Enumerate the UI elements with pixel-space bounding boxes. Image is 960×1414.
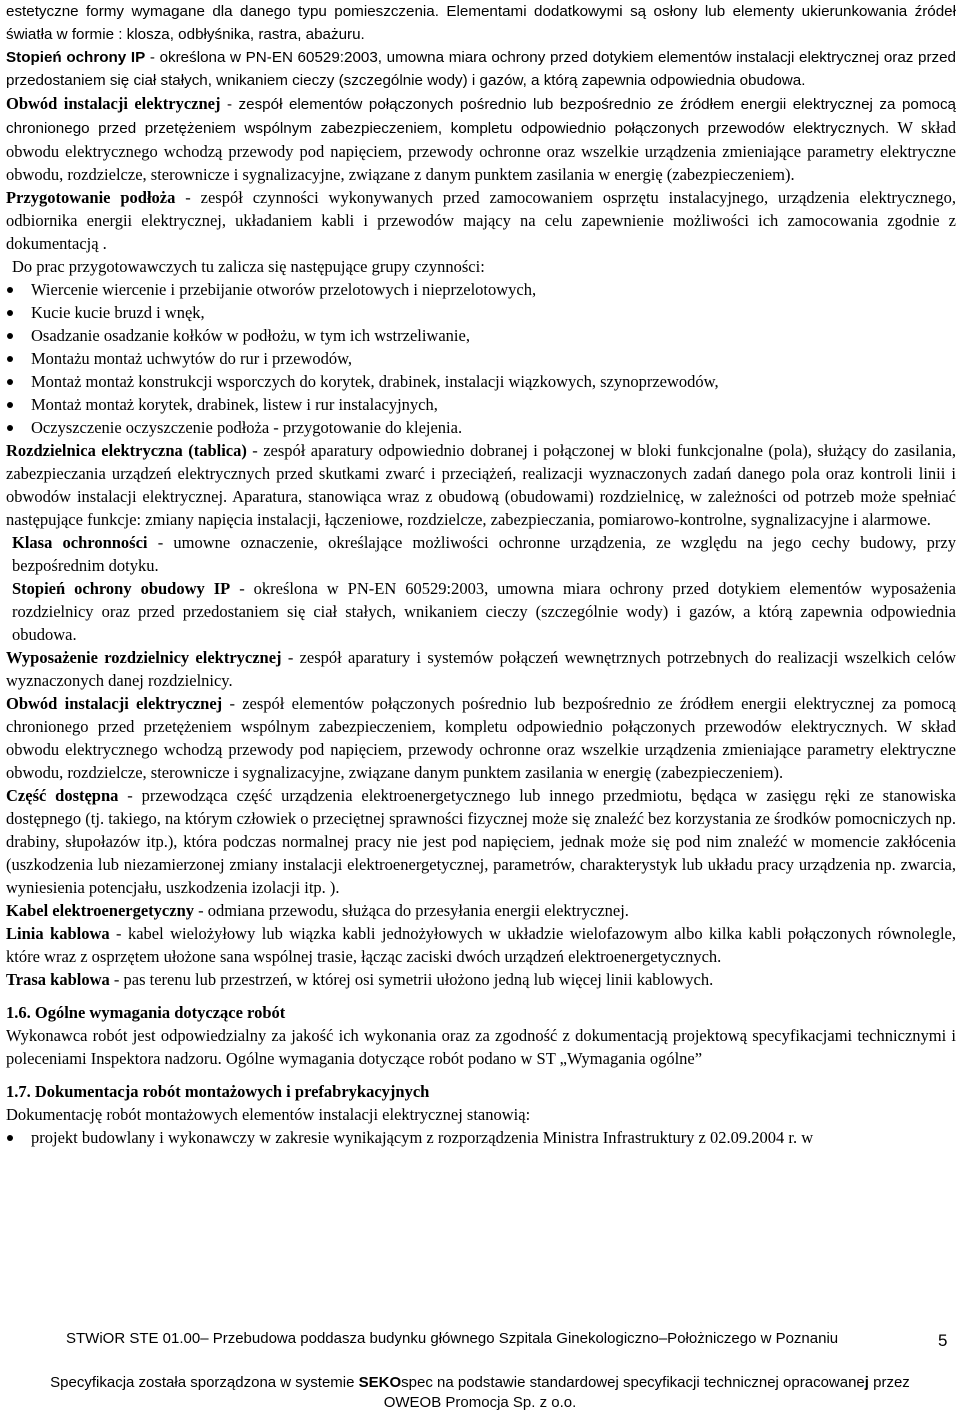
term-power-cable: Kabel elektroenergetyczny (6, 901, 195, 920)
definition-text: W skład obwodu elektrycznego wchodzą przewody pod napięciem, przewody ochronne oraz wszelkie urządzenia zmieniające parametry elektryczne obwodu, rozdzielcze, sterownicze i sygnalizacyjne, związane z danym punktem zasilania w energię (zabezpieczeniem). (6, 118, 956, 184)
term-circuit-2: Obwód instalacji elektrycznej (6, 694, 223, 713)
definition-circuit (6, 92, 956, 186)
document-body (6, 0, 956, 1149)
footer-note-line-1: Specyfikacja została sporządzona w systemie SEKOspec na podstawie standardowej specyfikacji technicznej opracowanej przez (50, 1374, 910, 1391)
definition-text: - zespół aparatury odpowiednio dobranej i połączonej w bloki funkcjonalne (pola), służący do zasilania, zabezpieczania urządzeń elektrycznych przed skutkami zwarć i przeciążeń, realizacji wyznaczonych zadań danego pola oraz kontroli linii i obwodów instalacji elektrycznej. Aparatura, stanowiąca wraz z obudową (obudowami) rozdzielnicę, w zależności od potrzeb może spełniać następujące funkcje: zmiany napięcia instalacji, łączeniowe, rozdzielcze, zabezpieczania, pomiarowo-kontrolne, sygnalizacyjne i alarmowe. (6, 441, 956, 529)
paragraph-preparatory-works: Do prac przygotowawczych tu zalicza się następujące grupy czynności: (12, 257, 485, 276)
definition-substrate-preparation (6, 186, 956, 255)
definition-text: - zespół aparatury i systemów połączeń wewnętrznych potrzebnych do realizacji wszelkich celów wyznaczonych danej rozdzielnicy. (6, 648, 956, 690)
list-item: Montażu montaż uchwytów do rur i przewodów, (6, 347, 956, 370)
bullet-icon (7, 402, 13, 408)
list-item: Kucie kucie bruzd i wnęk, (6, 301, 956, 324)
term-substrate-preparation: Przygotowanie podłoża (6, 188, 176, 207)
term-protection-class: Klasa ochronności (12, 533, 148, 552)
definition-text: - określona w PN-EN 60529:2003, umowna miara ochrony przed dotykiem elementów wyposażenia rozdzielnicy oraz przed przedostaniem się ciał stałych, wnikaniem cieczy (szczególnie wody) i gazów, a którą zapewnia odpowiednia obudowa. (12, 579, 956, 644)
definition-text: - zespół elementów połączonych pośrednio lub bezpośrednio ze źródłem energii elektrycznej za pomocą chronionego przed przetężeniem wspólnym zabezpieczeniem, kompletu odpowiednio połączonych przewodów elektrycznych. W skład obwodu elektrycznego wchodzą przewody pod napięciem, przewody ochronne oraz wszelkie urządzenia zmieniające parametry elektryczne obwodu, rozdzielcze, sterownicze i sygnalizacyjne, związane danym punktem zasilania w energię (zabezpieczeniem). (6, 694, 956, 782)
term-switchboard-equipment: Wyposażenie rozdzielnicy elektrycznej (6, 648, 282, 667)
term-accessible-part: Część dostępna (6, 786, 119, 805)
definition-text: - odmiana przewodu, służąca do przesyłania energii elektrycznej. (194, 901, 629, 920)
list-item: projekt budowlany i wykonawczy w zakresie wynikającym z rozporządzenia Ministra Infrastruktury z 02.09.2004 r. w (6, 1126, 956, 1149)
definition-cable-route (6, 968, 956, 991)
paragraph-documentation: Dokumentację robót montażowych elementów instalacji elektrycznej stanowią: (6, 1105, 531, 1124)
list-item: Wiercenie wiercenie i przebijanie otworów przelotowych i nieprzelotowych, (6, 278, 956, 301)
footer-note-line-2: OWEOB Promocja Sp. z o.o. (383, 1394, 577, 1411)
list-item: Oczyszczenie oczyszczenie podłoża - przygotowanie do klejenia. (6, 416, 956, 439)
definition-accessible-part (6, 784, 956, 899)
definition-switchboard (6, 439, 956, 531)
bullet-icon (7, 333, 13, 339)
section-heading-1-6: 1.6. Ogólne wymagania dotyczące robót (6, 1003, 286, 1022)
documentation-list (6, 1126, 956, 1149)
paragraph-lighting-forms: estetyczne formy wymagane dla danego typu pomieszczenia. Elementami dodatkowymi są osłony lub elementy ukierunkowania źródeł światła w formie : klosza, odbłyśnika, rastra, abażuru. (6, 3, 956, 43)
term-cable-line: Linia kablowa (6, 924, 110, 943)
definition-power-cable (6, 899, 956, 922)
definition-protection-class (6, 531, 956, 577)
bullet-icon (7, 1135, 13, 1141)
paragraph-general-requirements: Wykonawca robót jest odpowiedzialny za jakość ich wykonania oraz za zgodność z dokumentacją projektową specyfikacjami technicznymi i poleceniami Inspektora nadzoru. Ogólne wymagania dotyczące robót podano w ST „Wymagania ogólne” (6, 1026, 956, 1068)
page-number: 5 (938, 1331, 948, 1350)
term-enclosure-ip: Stopień ochrony obudowy IP (12, 579, 231, 598)
definition-text: - przewodząca część urządzenia elektroenergetycznego lub innego przedmiotu, będąca w zasięgu ręki ze stanowiska dostępnego (tj. takiego, na którym człowiek o przeciętnej sprawności fizycznej może się znaleźć bez korzystania ze środków pomocniczych np. drabiny, słupołazów itp.), która podczas normalnej pracy nie jest pod napięciem, jednak może się pod nim znaleźć w momencie zakłócenia (uszkodzenia lub niezamierzonej zmiany instalacji elektroenergetycznej, parametrów, charakterystyk lub układu pracy urządzenia np. zwarcia, wyniesienia potencjału, uszkodzenia izolacji itp. ). (6, 786, 957, 897)
definition-switchboard-equipment (6, 646, 956, 692)
list-item: Montaż montaż konstrukcji wsporczych do korytek, drabinek, instalacji wiązkowych, szynoprzewodów, (6, 370, 956, 393)
bullet-icon (7, 356, 13, 362)
definition-text: - zespół czynności wykonywanych przed zamocowaniem osprzętu instalacyjnego, urządzenia elektrycznego, odbiornika energii elektrycznej, układaniem kabli i przewodów mający na celu zapewnienie możliwości ich zamocowania zgodnie z dokumentacją . (6, 188, 956, 253)
definition-enclosure-ip (6, 577, 956, 646)
bullet-icon (7, 287, 13, 293)
definition-cable-line (6, 922, 956, 968)
definition-ip-protection (6, 46, 956, 92)
term-switchboard: Rozdzielnica elektryczna (tablica) (6, 441, 247, 460)
bullet-icon (7, 379, 13, 385)
bullet-icon (7, 310, 13, 316)
bullet-icon (7, 425, 13, 431)
preparatory-works-list (6, 278, 956, 439)
definition-text: - umowne oznaczenie, określające możliwości ochronne urządzenia, ze względu na jego cechy budowy, przy bezpośrednim dotyku. (12, 533, 956, 575)
definition-text: - określona w PN-EN 60529:2003, umowna miara ochrony przed dotykiem elementów instalacji elektrycznej oraz przed przedostaniem się ciał stałych, wnikaniem cieczy (szczególnie wody) i gazów, a którą zapewnia odpowiednia obudowa. (6, 49, 956, 89)
footer-note (0, 1373, 960, 1413)
spacer (6, 991, 956, 1001)
term-ip-protection: Stopień ochrony IP (6, 49, 146, 66)
list-item: Osadzanie osadzanie kołków w podłożu, w tym ich wstrzeliwanie, (6, 324, 956, 347)
term-circuit: Obwód instalacji elektrycznej (6, 94, 221, 113)
definition-text: - kabel wielożyłowy lub wiązka kabli jednożyłowych w układzie wielofazowym albo kilka kabli połączonych równolegle, które wraz z osprzętem ułożone sana wspólnej trasie, łącząc zaciski dwóch urządzeń elektroenergetycznych. (6, 924, 956, 966)
definition-text: - pas terenu lub przestrzeń, w której osi symetrii ułożono jedną lub więcej linii kablowych. (109, 970, 714, 989)
section-heading-1-7: 1.7. Dokumentacja robót montażowych i prefabrykacyjnych (6, 1082, 430, 1101)
definition-text: - zespół elementów połączonych pośrednio lub bezpośrednio ze źródłem energii elektrycznej za pomocą chronionego przed przetężeniem wspólnym zabezpieczeniem, kompletu odpowiednio połączonych przewodów elektrycznych. (6, 96, 956, 137)
spacer (6, 1070, 956, 1080)
footer-title: STWiOR STE 01.00– Przebudowa poddasza budynku głównego Szpitala Ginekologiczno–Położniczego w Poznaniu (66, 1330, 839, 1347)
list-item: Montaż montaż korytek, drabinek, listew i rur instalacyjnych, (6, 393, 956, 416)
term-cable-route: Trasa kablowa (6, 970, 110, 989)
definition-circuit-2 (6, 692, 956, 784)
brand-name: SEKO (358, 1374, 402, 1391)
